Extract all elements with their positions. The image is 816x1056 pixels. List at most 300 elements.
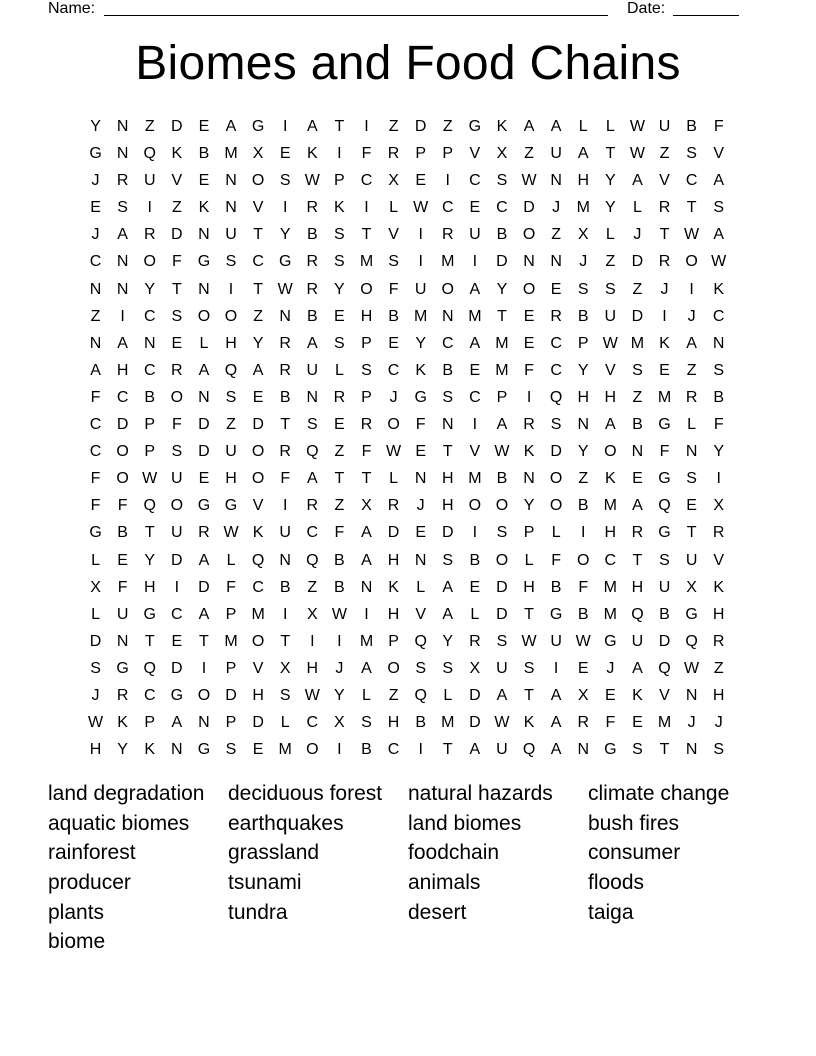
grid-letter[interactable]: M: [251, 605, 265, 623]
grid-letter[interactable]: Y: [415, 334, 426, 352]
grid-letter[interactable]: L: [551, 524, 561, 542]
grid-letter[interactable]: Q: [143, 497, 156, 515]
grid-letter[interactable]: V: [252, 659, 264, 677]
grid-letter[interactable]: S: [279, 686, 291, 704]
grid-letter[interactable]: K: [523, 714, 535, 732]
grid-letter[interactable]: I: [716, 470, 721, 488]
grid-letter[interactable]: E: [198, 470, 210, 488]
grid-letter[interactable]: F: [117, 578, 128, 596]
grid-letter[interactable]: F: [280, 470, 291, 488]
grid-letter[interactable]: C: [604, 551, 617, 569]
grid-letter[interactable]: X: [577, 226, 589, 244]
grid-letter[interactable]: M: [657, 714, 672, 732]
grid-letter[interactable]: W: [521, 172, 537, 190]
grid-letter[interactable]: I: [174, 578, 180, 596]
grid-letter[interactable]: M: [468, 470, 482, 488]
grid-letter[interactable]: B: [415, 714, 426, 732]
grid-letter[interactable]: F: [659, 443, 670, 461]
grid-letter[interactable]: Z: [226, 416, 236, 434]
grid-letter[interactable]: G: [89, 524, 102, 542]
grid-letter[interactable]: G: [658, 416, 671, 434]
grid-letter[interactable]: C: [89, 443, 102, 461]
grid-letter[interactable]: T: [442, 443, 453, 461]
grid-letter[interactable]: Z: [713, 659, 724, 677]
grid-letter[interactable]: Y: [577, 361, 589, 379]
grid-letter[interactable]: N: [414, 551, 427, 569]
grid-letter[interactable]: Q: [549, 388, 563, 406]
grid-letter[interactable]: C: [712, 307, 725, 325]
grid-letter[interactable]: P: [388, 632, 399, 650]
grid-letter[interactable]: H: [577, 388, 590, 406]
grid-letter[interactable]: M: [657, 388, 672, 406]
grid-letter[interactable]: A: [225, 118, 237, 135]
grid-letter[interactable]: O: [170, 388, 184, 406]
grid-letter[interactable]: T: [334, 118, 345, 135]
grid-letter[interactable]: P: [415, 145, 426, 163]
grid-letter[interactable]: I: [228, 280, 234, 298]
grid-letter[interactable]: L: [362, 686, 371, 704]
grid-letter[interactable]: D: [469, 686, 481, 704]
grid-letter[interactable]: U: [279, 524, 291, 542]
grid-letter[interactable]: A: [713, 226, 725, 244]
grid-letter[interactable]: C: [441, 334, 454, 352]
grid-letter[interactable]: S: [659, 551, 670, 569]
grid-letter[interactable]: A: [550, 686, 562, 704]
grid-letter[interactable]: P: [361, 388, 372, 406]
grid-letter[interactable]: O: [251, 443, 265, 461]
grid-letter[interactable]: S: [713, 741, 725, 759]
grid-letter[interactable]: J: [335, 659, 344, 677]
grid-letter[interactable]: Y: [334, 686, 345, 704]
grid-letter[interactable]: U: [414, 280, 427, 298]
grid-letter[interactable]: O: [197, 307, 211, 325]
grid-letter[interactable]: Y: [279, 226, 291, 244]
grid-letter[interactable]: E: [198, 118, 210, 135]
grid-letter[interactable]: B: [279, 578, 291, 596]
date-blank[interactable]: [673, 15, 739, 16]
grid-letter[interactable]: T: [659, 741, 670, 759]
grid-letter[interactable]: S: [334, 226, 345, 244]
grid-letter[interactable]: S: [225, 741, 237, 759]
grid-letter[interactable]: D: [387, 524, 400, 542]
grid-letter[interactable]: H: [441, 497, 454, 515]
grid-letter[interactable]: A: [117, 334, 128, 352]
grid-letter[interactable]: I: [147, 199, 152, 217]
grid-letter[interactable]: S: [415, 659, 426, 677]
grid-letter[interactable]: H: [441, 470, 454, 488]
grid-letter[interactable]: E: [469, 578, 481, 596]
grid-letter[interactable]: U: [171, 524, 183, 542]
grid-letter[interactable]: X: [388, 172, 399, 190]
grid-letter[interactable]: S: [523, 659, 535, 677]
grid-letter[interactable]: K: [144, 741, 156, 759]
grid-letter[interactable]: O: [116, 443, 129, 461]
grid-letter[interactable]: I: [364, 605, 369, 623]
grid-letter[interactable]: D: [252, 714, 264, 732]
grid-letter[interactable]: X: [252, 145, 264, 163]
grid-letter[interactable]: H: [387, 551, 400, 569]
grid-letter[interactable]: E: [334, 416, 345, 434]
grid-letter[interactable]: A: [713, 172, 725, 190]
grid-letter[interactable]: D: [631, 253, 644, 271]
grid-letter[interactable]: A: [604, 416, 616, 434]
grid-letter[interactable]: B: [577, 307, 589, 325]
grid-letter[interactable]: Y: [334, 280, 345, 298]
grid-letter[interactable]: G: [251, 118, 265, 135]
grid-letter[interactable]: T: [686, 199, 697, 217]
grid-letter[interactable]: N: [116, 253, 129, 271]
grid-letter[interactable]: Z: [659, 145, 670, 163]
grid-letter[interactable]: F: [551, 551, 562, 569]
grid-letter[interactable]: B: [496, 470, 508, 488]
grid-letter[interactable]: E: [523, 334, 535, 352]
grid-letter[interactable]: K: [496, 118, 508, 135]
grid-letter[interactable]: C: [360, 172, 373, 190]
grid-letter[interactable]: E: [117, 551, 128, 569]
grid-letter[interactable]: U: [496, 659, 508, 677]
grid-letter[interactable]: E: [90, 199, 101, 217]
grid-letter[interactable]: N: [577, 416, 590, 434]
grid-letter[interactable]: B: [144, 388, 156, 406]
grid-letter[interactable]: B: [713, 388, 725, 406]
grid-letter[interactable]: N: [279, 307, 291, 325]
grid-letter[interactable]: Z: [442, 118, 453, 135]
grid-letter[interactable]: E: [252, 388, 264, 406]
grid-letter[interactable]: F: [415, 416, 426, 434]
grid-letter[interactable]: K: [388, 578, 399, 596]
grid-letter[interactable]: P: [144, 416, 156, 434]
grid-letter[interactable]: B: [632, 416, 643, 434]
grid-letter[interactable]: Y: [604, 172, 616, 190]
grid-letter[interactable]: O: [197, 686, 211, 704]
grid-letter[interactable]: F: [226, 578, 236, 596]
grid-letter[interactable]: U: [550, 632, 562, 650]
grid-letter[interactable]: S: [442, 659, 454, 677]
grid-letter[interactable]: R: [631, 524, 644, 542]
grid-letter[interactable]: Z: [632, 388, 643, 406]
grid-letter[interactable]: F: [171, 416, 182, 434]
grid-letter[interactable]: N: [171, 741, 183, 759]
grid-letter[interactable]: T: [659, 226, 670, 244]
grid-letter[interactable]: S: [577, 280, 589, 298]
grid-letter[interactable]: I: [364, 118, 369, 135]
grid-letter[interactable]: N: [198, 280, 210, 298]
grid-letter[interactable]: Z: [253, 307, 263, 325]
grid-letter[interactable]: E: [252, 741, 264, 759]
grid-letter[interactable]: C: [89, 416, 102, 434]
grid-letter[interactable]: S: [171, 443, 183, 461]
grid-letter[interactable]: D: [550, 443, 562, 461]
grid-letter[interactable]: P: [496, 388, 508, 406]
grid-letter[interactable]: L: [280, 714, 290, 732]
grid-letter[interactable]: L: [578, 118, 588, 135]
grid-letter[interactable]: G: [658, 470, 671, 488]
grid-letter[interactable]: V: [604, 361, 616, 379]
grid-letter[interactable]: Z: [551, 226, 562, 244]
grid-letter[interactable]: R: [143, 226, 156, 244]
grid-letter[interactable]: E: [469, 199, 481, 217]
grid-letter[interactable]: E: [171, 334, 183, 352]
grid-letter[interactable]: M: [359, 253, 374, 271]
grid-letter[interactable]: B: [469, 551, 481, 569]
grid-letter[interactable]: W: [331, 605, 347, 623]
grid-letter[interactable]: V: [713, 145, 725, 163]
grid-letter[interactable]: Z: [144, 118, 155, 135]
grid-letter[interactable]: L: [226, 551, 236, 569]
grid-letter[interactable]: X: [90, 578, 101, 596]
grid-letter[interactable]: K: [632, 686, 643, 704]
grid-letter[interactable]: C: [143, 361, 156, 379]
grid-letter[interactable]: K: [252, 524, 264, 542]
grid-letter[interactable]: O: [116, 470, 129, 488]
grid-letter[interactable]: W: [494, 714, 510, 732]
grid-letter[interactable]: E: [577, 659, 589, 677]
grid-letter[interactable]: W: [629, 118, 645, 135]
grid-letter[interactable]: D: [198, 416, 210, 434]
grid-letter[interactable]: B: [659, 605, 670, 623]
grid-letter[interactable]: I: [310, 632, 315, 650]
grid-letter[interactable]: J: [389, 388, 398, 406]
grid-letter[interactable]: W: [87, 714, 104, 732]
grid-letter[interactable]: Q: [251, 551, 265, 569]
grid-letter[interactable]: V: [388, 226, 399, 244]
grid-letter[interactable]: U: [225, 226, 237, 244]
grid-letter[interactable]: R: [116, 686, 129, 704]
grid-letter[interactable]: C: [550, 361, 562, 379]
grid-letter[interactable]: Z: [524, 145, 534, 163]
grid-letter[interactable]: C: [387, 741, 400, 759]
grid-letter[interactable]: M: [630, 334, 645, 352]
grid-letter[interactable]: S: [388, 253, 399, 271]
grid-letter[interactable]: T: [524, 605, 534, 623]
grid-letter[interactable]: X: [496, 145, 508, 163]
grid-letter[interactable]: U: [658, 578, 671, 596]
grid-letter[interactable]: P: [144, 714, 156, 732]
grid-letter[interactable]: U: [171, 470, 183, 488]
grid-letter[interactable]: L: [470, 605, 480, 623]
grid-letter[interactable]: O: [170, 497, 184, 515]
grid-letter[interactable]: B: [117, 524, 128, 542]
grid-letter[interactable]: J: [633, 226, 642, 244]
grid-letter[interactable]: U: [658, 118, 671, 135]
grid-letter[interactable]: S: [171, 307, 183, 325]
grid-letter[interactable]: W: [684, 226, 700, 244]
grid-letter[interactable]: Y: [577, 443, 589, 461]
grid-letter[interactable]: O: [251, 632, 265, 650]
grid-letter[interactable]: N: [550, 253, 562, 271]
grid-letter[interactable]: R: [116, 172, 129, 190]
grid-letter[interactable]: F: [90, 388, 101, 406]
grid-letter[interactable]: C: [550, 334, 562, 352]
grid-letter[interactable]: I: [337, 741, 342, 759]
grid-letter[interactable]: I: [337, 145, 342, 163]
grid-letter[interactable]: N: [89, 280, 102, 298]
grid-letter[interactable]: W: [413, 199, 429, 217]
grid-letter[interactable]: A: [469, 280, 481, 298]
grid-letter[interactable]: S: [550, 416, 562, 434]
grid-letter[interactable]: Q: [306, 551, 319, 569]
grid-letter[interactable]: K: [604, 470, 616, 488]
grid-letter[interactable]: K: [198, 199, 210, 217]
grid-letter[interactable]: I: [689, 280, 694, 298]
grid-letter[interactable]: T: [253, 280, 263, 298]
grid-letter[interactable]: J: [660, 280, 669, 298]
grid-letter[interactable]: L: [199, 334, 209, 352]
grid-letter[interactable]: A: [198, 551, 210, 569]
grid-letter[interactable]: T: [361, 470, 372, 488]
grid-letter[interactable]: S: [361, 714, 372, 732]
grid-letter[interactable]: A: [550, 741, 562, 759]
grid-letter[interactable]: C: [116, 388, 129, 406]
grid-letter[interactable]: Z: [334, 443, 345, 461]
grid-letter[interactable]: T: [632, 551, 643, 569]
grid-letter[interactable]: K: [117, 714, 128, 732]
grid-letter[interactable]: L: [389, 470, 399, 488]
grid-letter[interactable]: Q: [658, 497, 671, 515]
grid-letter[interactable]: J: [687, 714, 696, 732]
grid-letter[interactable]: R: [469, 632, 481, 650]
grid-letter[interactable]: M: [441, 714, 455, 732]
grid-letter[interactable]: E: [334, 307, 345, 325]
grid-letter[interactable]: H: [604, 388, 617, 406]
grid-letter[interactable]: H: [577, 172, 590, 190]
grid-letter[interactable]: Q: [631, 605, 644, 623]
grid-letter[interactable]: M: [278, 741, 292, 759]
grid-letter[interactable]: A: [686, 334, 697, 352]
grid-letter[interactable]: F: [90, 470, 101, 488]
grid-letter[interactable]: U: [631, 632, 644, 650]
grid-letter[interactable]: D: [171, 118, 183, 135]
grid-letter[interactable]: T: [199, 632, 209, 650]
grid-letter[interactable]: E: [415, 524, 426, 542]
grid-letter[interactable]: N: [360, 578, 373, 596]
grid-letter[interactable]: P: [225, 659, 237, 677]
grid-letter[interactable]: Z: [388, 118, 399, 135]
grid-letter[interactable]: D: [171, 551, 183, 569]
grid-letter[interactable]: A: [523, 118, 535, 135]
grid-letter[interactable]: U: [496, 741, 508, 759]
grid-letter[interactable]: V: [713, 551, 725, 569]
grid-letter[interactable]: J: [416, 497, 425, 515]
grid-letter[interactable]: N: [89, 334, 102, 352]
grid-letter[interactable]: R: [279, 334, 291, 352]
grid-letter[interactable]: N: [143, 334, 156, 352]
grid-letter[interactable]: H: [252, 686, 264, 704]
grid-letter[interactable]: D: [496, 605, 508, 623]
grid-letter[interactable]: M: [576, 199, 590, 217]
grid-letter[interactable]: K: [415, 361, 426, 379]
grid-letter[interactable]: W: [602, 334, 618, 352]
grid-letter[interactable]: N: [414, 470, 427, 488]
grid-letter[interactable]: N: [116, 118, 129, 135]
grid-letter[interactable]: Y: [604, 199, 616, 217]
grid-letter[interactable]: G: [685, 605, 698, 623]
grid-letter[interactable]: B: [577, 497, 589, 515]
grid-letter[interactable]: X: [334, 714, 345, 732]
grid-letter[interactable]: I: [553, 659, 559, 677]
grid-letter[interactable]: X: [279, 659, 291, 677]
grid-letter[interactable]: S: [632, 741, 643, 759]
grid-letter[interactable]: V: [659, 686, 670, 704]
grid-letter[interactable]: U: [469, 226, 481, 244]
grid-letter[interactable]: H: [523, 578, 535, 596]
grid-letter[interactable]: P: [225, 605, 237, 623]
grid-letter[interactable]: O: [251, 470, 265, 488]
grid-letter[interactable]: Z: [686, 361, 697, 379]
grid-letter[interactable]: T: [605, 145, 616, 163]
grid-letter[interactable]: E: [550, 280, 562, 298]
grid-letter[interactable]: A: [306, 118, 318, 135]
grid-letter[interactable]: T: [442, 741, 453, 759]
grid-letter[interactable]: H: [225, 470, 237, 488]
grid-letter[interactable]: L: [443, 686, 453, 704]
grid-letter[interactable]: B: [388, 307, 399, 325]
grid-letter[interactable]: Z: [632, 280, 643, 298]
grid-letter[interactable]: D: [198, 443, 210, 461]
grid-letter[interactable]: K: [171, 145, 183, 163]
grid-letter[interactable]: H: [387, 605, 400, 623]
grid-letter[interactable]: G: [414, 388, 427, 406]
grid-letter[interactable]: G: [604, 741, 617, 759]
grid-letter[interactable]: N: [116, 280, 129, 298]
grid-letter[interactable]: R: [198, 524, 210, 542]
grid-letter[interactable]: R: [658, 253, 671, 271]
grid-letter[interactable]: U: [225, 443, 237, 461]
grid-letter[interactable]: D: [441, 524, 454, 542]
grid-letter[interactable]: Y: [90, 118, 101, 135]
grid-letter[interactable]: R: [171, 361, 183, 379]
grid-letter[interactable]: G: [468, 118, 482, 135]
grid-letter[interactable]: Q: [685, 632, 698, 650]
grid-letter[interactable]: I: [662, 307, 667, 325]
grid-letter[interactable]: B: [334, 551, 345, 569]
grid-letter[interactable]: P: [361, 334, 372, 352]
grid-letter[interactable]: I: [282, 497, 288, 515]
grid-letter[interactable]: M: [603, 605, 617, 623]
grid-letter[interactable]: Y: [117, 741, 128, 759]
grid-letter[interactable]: T: [524, 686, 534, 704]
grid-letter[interactable]: N: [116, 145, 129, 163]
grid-letter[interactable]: W: [223, 524, 239, 542]
grid-letter[interactable]: T: [361, 226, 372, 244]
grid-letter[interactable]: A: [632, 172, 643, 190]
grid-letter[interactable]: O: [143, 253, 156, 271]
grid-letter[interactable]: D: [496, 578, 508, 596]
grid-letter[interactable]: X: [361, 497, 372, 515]
grid-letter[interactable]: N: [685, 686, 698, 704]
grid-letter[interactable]: T: [334, 470, 345, 488]
grid-letter[interactable]: B: [306, 226, 318, 244]
grid-letter[interactable]: S: [632, 361, 643, 379]
grid-letter[interactable]: I: [581, 524, 586, 542]
grid-letter[interactable]: B: [550, 578, 562, 596]
grid-letter[interactable]: I: [418, 253, 423, 271]
grid-letter[interactable]: F: [117, 497, 128, 515]
grid-letter[interactable]: M: [224, 632, 238, 650]
grid-letter[interactable]: H: [306, 659, 319, 677]
grid-letter[interactable]: W: [494, 443, 510, 461]
grid-letter[interactable]: N: [225, 199, 237, 217]
grid-letter[interactable]: B: [279, 388, 291, 406]
grid-letter[interactable]: L: [416, 578, 426, 596]
grid-letter[interactable]: O: [495, 497, 509, 515]
grid-letter[interactable]: N: [631, 443, 644, 461]
grid-letter[interactable]: S: [361, 361, 372, 379]
grid-letter[interactable]: C: [469, 172, 481, 190]
grid-letter[interactable]: I: [472, 524, 478, 542]
grid-letter[interactable]: F: [171, 253, 182, 271]
grid-letter[interactable]: J: [91, 172, 100, 190]
